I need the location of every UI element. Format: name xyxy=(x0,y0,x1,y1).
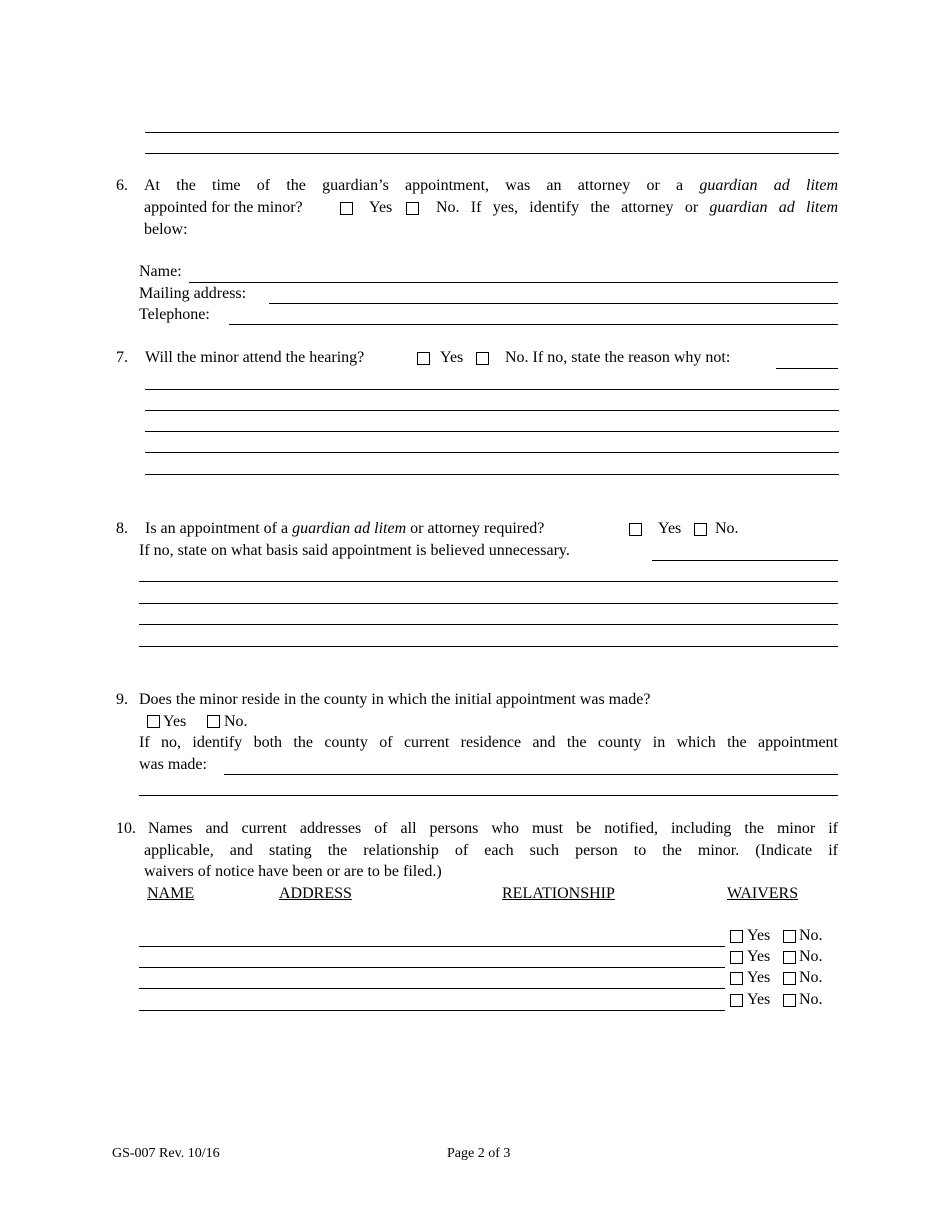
q7-reason-line[interactable] xyxy=(145,389,839,390)
q8-no-label: No. xyxy=(715,520,739,537)
footer-page-number: Page 2 of 3 xyxy=(447,1146,511,1161)
telephone-label: Telephone: xyxy=(139,306,210,323)
q8-basis-field[interactable] xyxy=(652,560,838,561)
header-waivers: WAIVERS xyxy=(727,885,799,902)
waiver-no-label: No. xyxy=(799,991,823,1008)
waiver-no-label: No. xyxy=(799,948,823,965)
waiver-yes-label: Yes xyxy=(747,948,771,965)
q10-line-1: Names and current addresses of all persons who must be notified, including the minor if xyxy=(148,820,838,837)
header-address: ADDRESS xyxy=(279,885,352,902)
q9-no-label: No. xyxy=(224,713,248,730)
q6-number: 6. xyxy=(116,177,128,194)
q8-basis-line[interactable] xyxy=(139,646,838,647)
q7-text-a: Will the minor attend the hearing? xyxy=(145,349,365,366)
q10-number: 10. xyxy=(116,820,136,837)
q6-line-1: At the time of the guardian’s appointment, was an attorney or a guardian ad litem xyxy=(144,177,839,194)
waiver-yes-label: Yes xyxy=(747,927,771,944)
q9-no-checkbox[interactable] xyxy=(207,715,220,728)
notify-row-line[interactable] xyxy=(139,988,725,989)
q7-no-checkbox[interactable] xyxy=(476,352,489,365)
waiver-yes-checkbox[interactable] xyxy=(730,972,743,985)
q9-county-field[interactable] xyxy=(224,774,838,775)
q6-line-2a: appointed for the minor? xyxy=(144,199,303,216)
q6-yes-label: Yes xyxy=(369,199,393,216)
waiver-yes-checkbox[interactable] xyxy=(730,951,743,964)
q9-county-line[interactable] xyxy=(139,795,838,796)
waiver-yes-label: Yes xyxy=(747,991,771,1008)
q10-line-3: waivers of notice have been or are to be filed.) xyxy=(144,863,442,880)
waiver-yes-checkbox[interactable] xyxy=(730,930,743,943)
footer-form-id: GS-007 Rev. 10/16 xyxy=(112,1146,220,1161)
q8-line-2: If no, state on what basis said appointment is believed unnecessary. xyxy=(139,542,570,559)
waiver-no-label: No. xyxy=(799,927,823,944)
q9-line-3: If no, identify both the county of current residence and the county in which the appointment xyxy=(139,734,838,751)
q6-no-checkbox[interactable] xyxy=(406,202,419,215)
notify-row-line[interactable] xyxy=(139,1010,725,1011)
name-field[interactable] xyxy=(189,282,838,283)
q8-number: 8. xyxy=(116,520,128,537)
q8-basis-line[interactable] xyxy=(139,603,838,604)
q7-reason-line[interactable] xyxy=(145,474,839,475)
waiver-yes-label: Yes xyxy=(747,969,771,986)
blank-line[interactable] xyxy=(145,153,839,154)
mailing-address-field[interactable] xyxy=(269,303,838,304)
q7-yes-checkbox[interactable] xyxy=(417,352,430,365)
mailing-address-label: Mailing address: xyxy=(139,285,247,302)
q9-number: 9. xyxy=(116,691,128,708)
waiver-no-checkbox[interactable] xyxy=(783,951,796,964)
header-name: NAME xyxy=(147,885,195,902)
q9-text: Does the minor reside in the county in which the initial appointment was made? xyxy=(139,691,651,708)
waiver-no-checkbox[interactable] xyxy=(783,972,796,985)
q8-basis-line[interactable] xyxy=(139,624,838,625)
q9-line-4: was made: xyxy=(139,756,207,773)
telephone-field[interactable] xyxy=(229,324,838,325)
q7-number: 7. xyxy=(116,349,128,366)
notify-row-line[interactable] xyxy=(139,967,725,968)
waiver-no-checkbox[interactable] xyxy=(783,994,796,1007)
q7-reason-line[interactable] xyxy=(145,410,839,411)
q10-line-2: applicable, and stating the relationship of each such person to the minor. (Indicate if xyxy=(144,842,838,859)
waiver-yes-checkbox[interactable] xyxy=(730,994,743,1007)
q6-yes-checkbox[interactable] xyxy=(340,202,353,215)
q6-line-2b: No. If yes, identify the attorney or guardian ad litem xyxy=(436,199,839,216)
q8-yes-checkbox[interactable] xyxy=(629,523,642,536)
waiver-no-label: No. xyxy=(799,969,823,986)
q9-yes-label: Yes xyxy=(163,713,187,730)
q8-text: Is an appointment of a guardian ad litem or attorney required? xyxy=(145,520,545,537)
q7-reason-field[interactable] xyxy=(776,368,838,369)
q7-reason-line[interactable] xyxy=(145,431,839,432)
q6-line-3: below: xyxy=(144,221,188,238)
q7-text-b: No. If no, state the reason why not: xyxy=(505,349,731,366)
q7-yes-label: Yes xyxy=(440,349,464,366)
q8-yes-label: Yes xyxy=(658,520,682,537)
name-label: Name: xyxy=(139,263,182,280)
blank-line[interactable] xyxy=(145,132,839,133)
waiver-no-checkbox[interactable] xyxy=(783,930,796,943)
q9-yes-checkbox[interactable] xyxy=(147,715,160,728)
q8-basis-line[interactable] xyxy=(139,581,838,582)
header-relationship: RELATIONSHIP xyxy=(502,885,615,902)
notify-row-line[interactable] xyxy=(139,946,725,947)
q8-no-checkbox[interactable] xyxy=(694,523,707,536)
q7-reason-line[interactable] xyxy=(145,452,839,453)
